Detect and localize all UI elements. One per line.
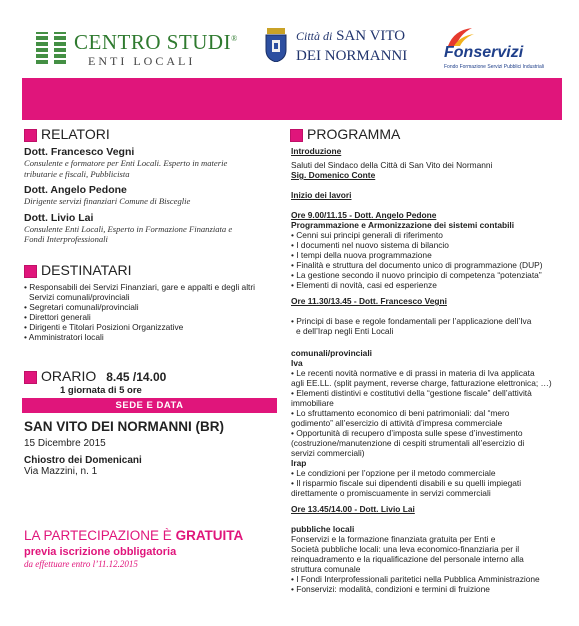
list-item: (costruzione/manutenzione di cespiti strumentali all’esercizio di	[291, 438, 525, 448]
list-item: Servizi comunali/provinciali	[29, 292, 130, 302]
iva-heading: Iva	[291, 358, 303, 368]
pink-square-icon	[24, 265, 37, 278]
list-item: • Elementi distintivi e costitutivi della “gestione fiscale” dell’attività	[291, 388, 532, 398]
list-item: • Dirigenti e Titolari Posizioni Organizzative	[24, 322, 184, 332]
sede-date: 15 Dicembre 2015	[24, 438, 106, 449]
destinatari-heading: DESTINATARI	[24, 262, 132, 278]
list-item: • I tempi della nuova programmazione	[291, 250, 432, 260]
intro-name: Sig. Domenico Conte	[291, 170, 376, 180]
fonservizi-sub: Fondo Formazione Servizi Pubblici Industriali	[444, 64, 545, 70]
centro-studi-name: CENTRO STUDI	[74, 30, 232, 54]
city-crest-icon	[264, 28, 288, 62]
pink-square-icon	[290, 129, 303, 142]
city-prefix: Città di	[296, 29, 333, 43]
irap-heading: Irap	[291, 458, 307, 468]
session-1-time: Ore 9.00/11.15 - Dott. Angelo Pedone	[291, 210, 437, 220]
partecipazione-line2: previa iscrizione obbligatoria	[24, 546, 177, 558]
orario-note: 1 giornata di 5 ore	[60, 385, 142, 396]
list-item: • Le recenti novità normative e di prassi in materia di Iva applicata	[291, 368, 535, 378]
list-item: • Amministratori locali	[24, 332, 104, 342]
relatore-desc: Fondi Interprofessionali	[24, 234, 108, 244]
partecipazione-line1: LA PARTECIPAZIONE È GRATUITA	[24, 528, 244, 543]
list-item: struttura comunale	[291, 564, 361, 574]
registered-mark: ®	[231, 34, 238, 43]
list-item: immobiliare	[291, 398, 334, 408]
pink-square-icon	[24, 129, 37, 142]
list-item: • Opportunità di recupero d’imposta sulle spese d’investimento	[291, 428, 523, 438]
sede-venue: Chiostro dei Domenicani	[24, 455, 142, 466]
gratuita-label: GRATUITA	[175, 528, 244, 543]
session-3-sub: pubbliche locali	[291, 524, 355, 534]
fonservizi-name: Fonservizi	[444, 44, 524, 61]
sede-city: SAN VITO DEI NORMANNI (BR)	[24, 419, 225, 434]
relatore-desc: Dirigente servizi finanziari Comune di Bisceglie	[24, 196, 191, 206]
relatori-heading: RELATORI	[24, 126, 110, 142]
list-item: • I documenti nel nuovo sistema di bilancio	[291, 240, 449, 250]
relatore-desc: Consulente e formatore per Enti Locali. Esperto in materie	[24, 158, 228, 168]
centro-studi-grid-icon	[36, 32, 66, 64]
intro-heading: Introduzione	[291, 146, 342, 156]
list-item: • Direttori generali	[24, 312, 91, 322]
session-2-sub: comunali/provinciali	[291, 348, 372, 358]
orario-time: 8.45 /14.00	[106, 370, 167, 384]
session-2-time: Ore 11.30/13.45 - Dott. Francesco Vegni	[291, 296, 447, 306]
list-item: godimento” all’esercizio di attività d’impresa commerciale	[291, 418, 503, 428]
list-item: • Il risparmio fiscale sui dipendenti disabili e su quelli impiegati	[291, 478, 522, 488]
list-item: • I Fondi Interprofessionali paritetici nella Pubblica Amministrazione	[291, 574, 540, 584]
relatore-desc: tributarie e fiscali, Pubblicista	[24, 168, 130, 179]
list-item: • Fonservizi: modalità, condizioni e termini di fruizione	[291, 584, 490, 594]
centro-studi-sub: ENTI LOCALI	[88, 54, 196, 68]
relatori-list	[24, 146, 279, 245]
list-item: • Principi di base e regole fondamentali per l’applicazione dell’Iva	[291, 316, 532, 326]
city-name-line1: SAN VITO	[336, 28, 406, 44]
list-item: • La gestione secondo il nuovo principio di competenza “potenziata”	[291, 270, 542, 280]
list-item: • Lo sfruttamento economico di beni patrimoniali: dal “mero	[291, 408, 510, 418]
list-item: agli EE.LL. (split payment, reverse charge, fatturazione elettronica; …)	[291, 378, 552, 388]
list-item: Fonservizi e la formazione finanziata gratuita per Enti e	[291, 534, 496, 544]
relatore-name: Dott. Francesco Vegni	[24, 146, 135, 158]
orario-heading: ORARIO 8.45 /14.00	[24, 368, 166, 384]
list-item: • Responsabili dei Servizi Finanziari, gare e appalti e degli altri	[24, 282, 256, 292]
list-item: • Finalità e struttura del documento unico di programmazione (DUP)	[291, 260, 543, 270]
pink-square-icon	[24, 371, 37, 384]
relatore-name: Dott. Livio Lai	[24, 211, 94, 224]
list-item: • Le condizioni per l’opzione per il metodo commerciale	[291, 468, 496, 478]
session-3-time: Ore 13.45/14.00 - Dott. Livio Lai	[291, 504, 415, 514]
session-1-title: Programmazione e Armonizzazione dei sistemi contabili	[291, 220, 515, 230]
fonservizi-logo	[444, 26, 556, 72]
list-item: reinquadramento e la riqualificazione del personale interno alla	[291, 554, 524, 564]
list-item: • Cenni sui principi generali di riferimento	[291, 230, 443, 240]
list-item: servizi commerciali)	[291, 448, 365, 458]
header-band	[22, 78, 562, 120]
list-item: direttamente o promiscuamente in servizi commerciali	[291, 488, 491, 498]
list-item: Società pubbliche locali: una leva economico-finanziaria per il	[291, 544, 520, 554]
sede-bar: SEDE E DATA	[22, 398, 277, 413]
programma-heading: PROGRAMMA	[290, 126, 400, 142]
programma-body	[291, 146, 559, 594]
relatore-desc: Consulente Enti Locali, Esperto in Formazione Finanziata e	[24, 223, 233, 234]
destinatari-list	[24, 282, 255, 342]
inizio-lavori: Inizio dei lavori	[291, 190, 352, 200]
list-item: • Segretari comunali/provinciali	[24, 302, 139, 312]
partecipazione-line3: da effettuare entro l’11.12.2015	[24, 559, 138, 569]
intro-text: Saluti del Sindaco della Città di San Vito dei Normanni	[291, 160, 493, 170]
relatore-name: Dott. Angelo Pedone	[24, 184, 127, 196]
san-vito-logo	[264, 26, 424, 72]
list-item: • Elementi di novità, casi ed esperienze	[291, 280, 437, 290]
list-item: e dell’Irap negli Enti Locali	[296, 326, 394, 336]
centro-studi-logo	[36, 30, 236, 70]
sede-address: Via Mazzini, n. 1	[24, 466, 98, 477]
city-name-line2: DEI NORMANNI	[296, 48, 408, 64]
